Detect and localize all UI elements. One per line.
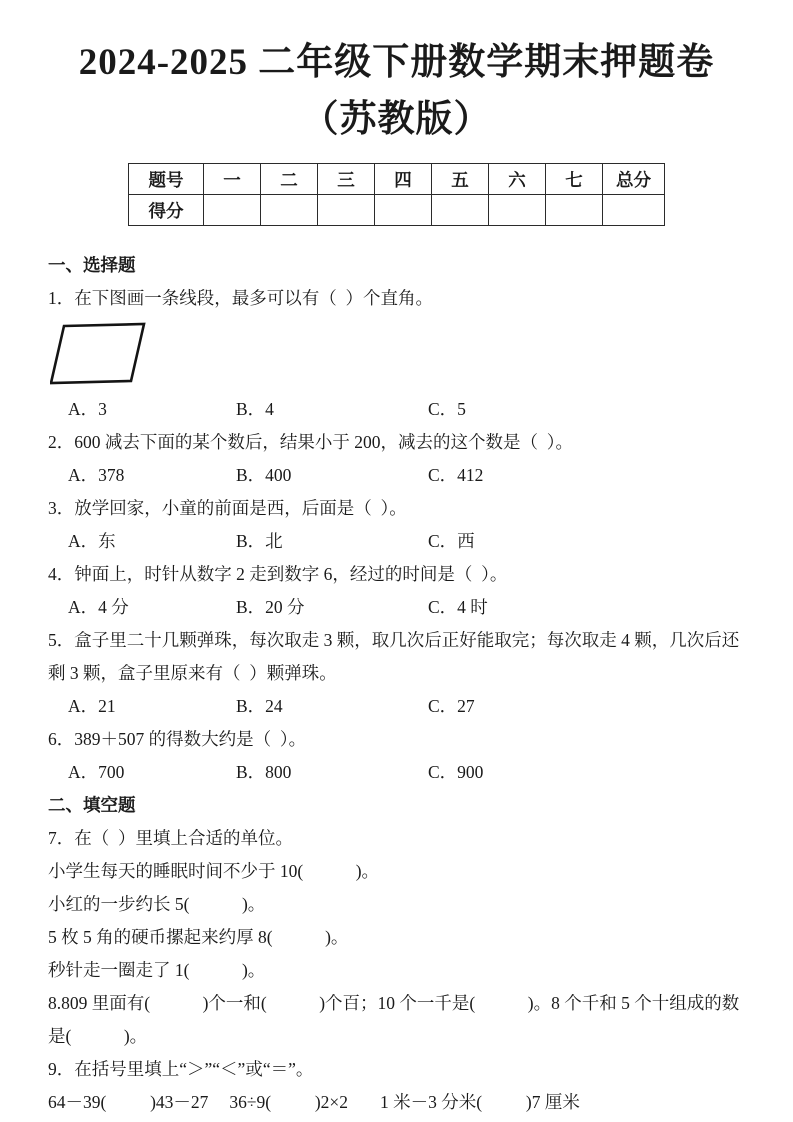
question-5-text: 5．盒子里二十几颗弹珠，每次取走 3 颗，取几次后正好能取完；每次取走 4 颗，几次后还剩 3 颗，盒子里原来有（ ）颗弹珠。 bbox=[48, 630, 740, 684]
question-5-option-a: A．21 bbox=[68, 696, 116, 717]
score-cell-2 bbox=[261, 195, 318, 226]
question-9-expressions bbox=[48, 1086, 749, 1119]
score-cell-4 bbox=[375, 195, 432, 226]
question-4-option-b: B．20 分 bbox=[236, 597, 305, 618]
question-2-option-b: B．400 bbox=[236, 465, 292, 486]
question-3-option-c: C．西 bbox=[428, 531, 475, 552]
exam-body bbox=[48, 249, 749, 1119]
question-2-option-c: C．412 bbox=[428, 465, 484, 486]
score-table-col-1: 一 bbox=[204, 164, 261, 195]
question-1-options bbox=[48, 393, 749, 426]
question-6-options bbox=[48, 756, 749, 789]
score-cell-5 bbox=[432, 195, 489, 226]
question-7-subline-4: 秒针走一圈走了 1( )。 bbox=[48, 960, 266, 981]
question-3-option-b: B．北 bbox=[236, 531, 283, 552]
score-cell-3 bbox=[318, 195, 375, 226]
question-4-options bbox=[48, 591, 749, 624]
exam-title-line2: （苏教版） bbox=[301, 98, 492, 140]
question-8-text: 8.809 里面有( )个一和( )个百；10 个一千是( )。8 个千和 5 个十组成的数是( )。 bbox=[48, 993, 740, 1047]
score-cell-1 bbox=[204, 195, 261, 226]
question-1-figure bbox=[48, 315, 749, 393]
section-choice-heading: 一、选择题 bbox=[48, 255, 136, 276]
question-4-text: 4．钟面上，时针从数字 2 走到数字 6，经过的时间是（ ）。 bbox=[48, 564, 508, 585]
question-7-subline-2: 小红的一步约长 5( )。 bbox=[48, 894, 266, 915]
score-cell-6 bbox=[489, 195, 546, 226]
question-5-option-b: B．24 bbox=[236, 696, 283, 717]
question-3-text: 3．放学回家，小童的前面是西，后面是（ ）。 bbox=[48, 498, 407, 519]
section-fill-heading: 二、填空题 bbox=[48, 795, 136, 816]
question-1-option-c: C．5 bbox=[428, 399, 466, 420]
score-table-col-4: 四 bbox=[375, 164, 432, 195]
score-table-col-7: 七 bbox=[546, 164, 603, 195]
score-cell-total bbox=[603, 195, 665, 226]
score-cell-7 bbox=[546, 195, 603, 226]
question-7-subline-3: 5 枚 5 角的硬币摞起来约厚 8( )。 bbox=[48, 927, 349, 948]
question-7-subline-1: 小学生每天的睡眠时间不少于 10( )。 bbox=[48, 861, 380, 882]
score-table-col-6: 六 bbox=[489, 164, 546, 195]
question-5-options bbox=[48, 690, 749, 723]
question-1-text: 1．在下图画一条线段，最多可以有（ ）个直角。 bbox=[48, 288, 433, 309]
score-table-header-row bbox=[129, 164, 665, 195]
exam-title-line1: 2024-2025 二年级下册数学期末押题卷 bbox=[78, 42, 715, 83]
question-2-options bbox=[48, 459, 749, 492]
question-7-text: 7．在（ ）里填上合适的单位。 bbox=[48, 828, 293, 849]
score-table-corner-label: 题号 bbox=[129, 164, 204, 195]
score-table-score-label: 得分 bbox=[129, 195, 204, 226]
parallelogram-icon bbox=[50, 321, 148, 387]
question-2-text: 2．600 减去下面的某个数后，结果小于 200，减去的这个数是（ ）。 bbox=[48, 432, 573, 453]
question-3-option-a: A．东 bbox=[68, 531, 116, 552]
question-9-text: 9．在括号里填上“＞”“＜”或“＝”。 bbox=[48, 1059, 314, 1080]
question-1-option-b: B．4 bbox=[236, 399, 274, 420]
score-table-col-2: 二 bbox=[261, 164, 318, 195]
question-5-option-c: C．27 bbox=[428, 696, 475, 717]
score-table-col-total: 总分 bbox=[603, 164, 665, 195]
score-table-col-5: 五 bbox=[432, 164, 489, 195]
question-6-option-b: B．800 bbox=[236, 762, 292, 783]
expression-item-2: 36÷9( )2×2 bbox=[229, 1092, 349, 1113]
question-3-options bbox=[48, 525, 749, 558]
score-table-col-3: 三 bbox=[318, 164, 375, 195]
expression-item-3: 1 米－3 分米( )7 厘米 bbox=[380, 1092, 580, 1113]
question-1-option-a: A．3 bbox=[68, 399, 107, 420]
question-4-option-c: C．4 时 bbox=[428, 597, 488, 618]
question-6-text: 6．389＋507 的得数大约是（ ）。 bbox=[48, 729, 307, 750]
score-table bbox=[128, 163, 665, 226]
score-table-score-row bbox=[129, 195, 665, 226]
question-4-option-a: A．4 分 bbox=[68, 597, 129, 618]
expression-item-1: 64－39( )43－27 bbox=[48, 1092, 209, 1113]
question-6-option-a: A．700 bbox=[68, 762, 125, 783]
question-6-option-c: C．900 bbox=[428, 762, 484, 783]
question-2-option-a: A．378 bbox=[68, 465, 125, 486]
